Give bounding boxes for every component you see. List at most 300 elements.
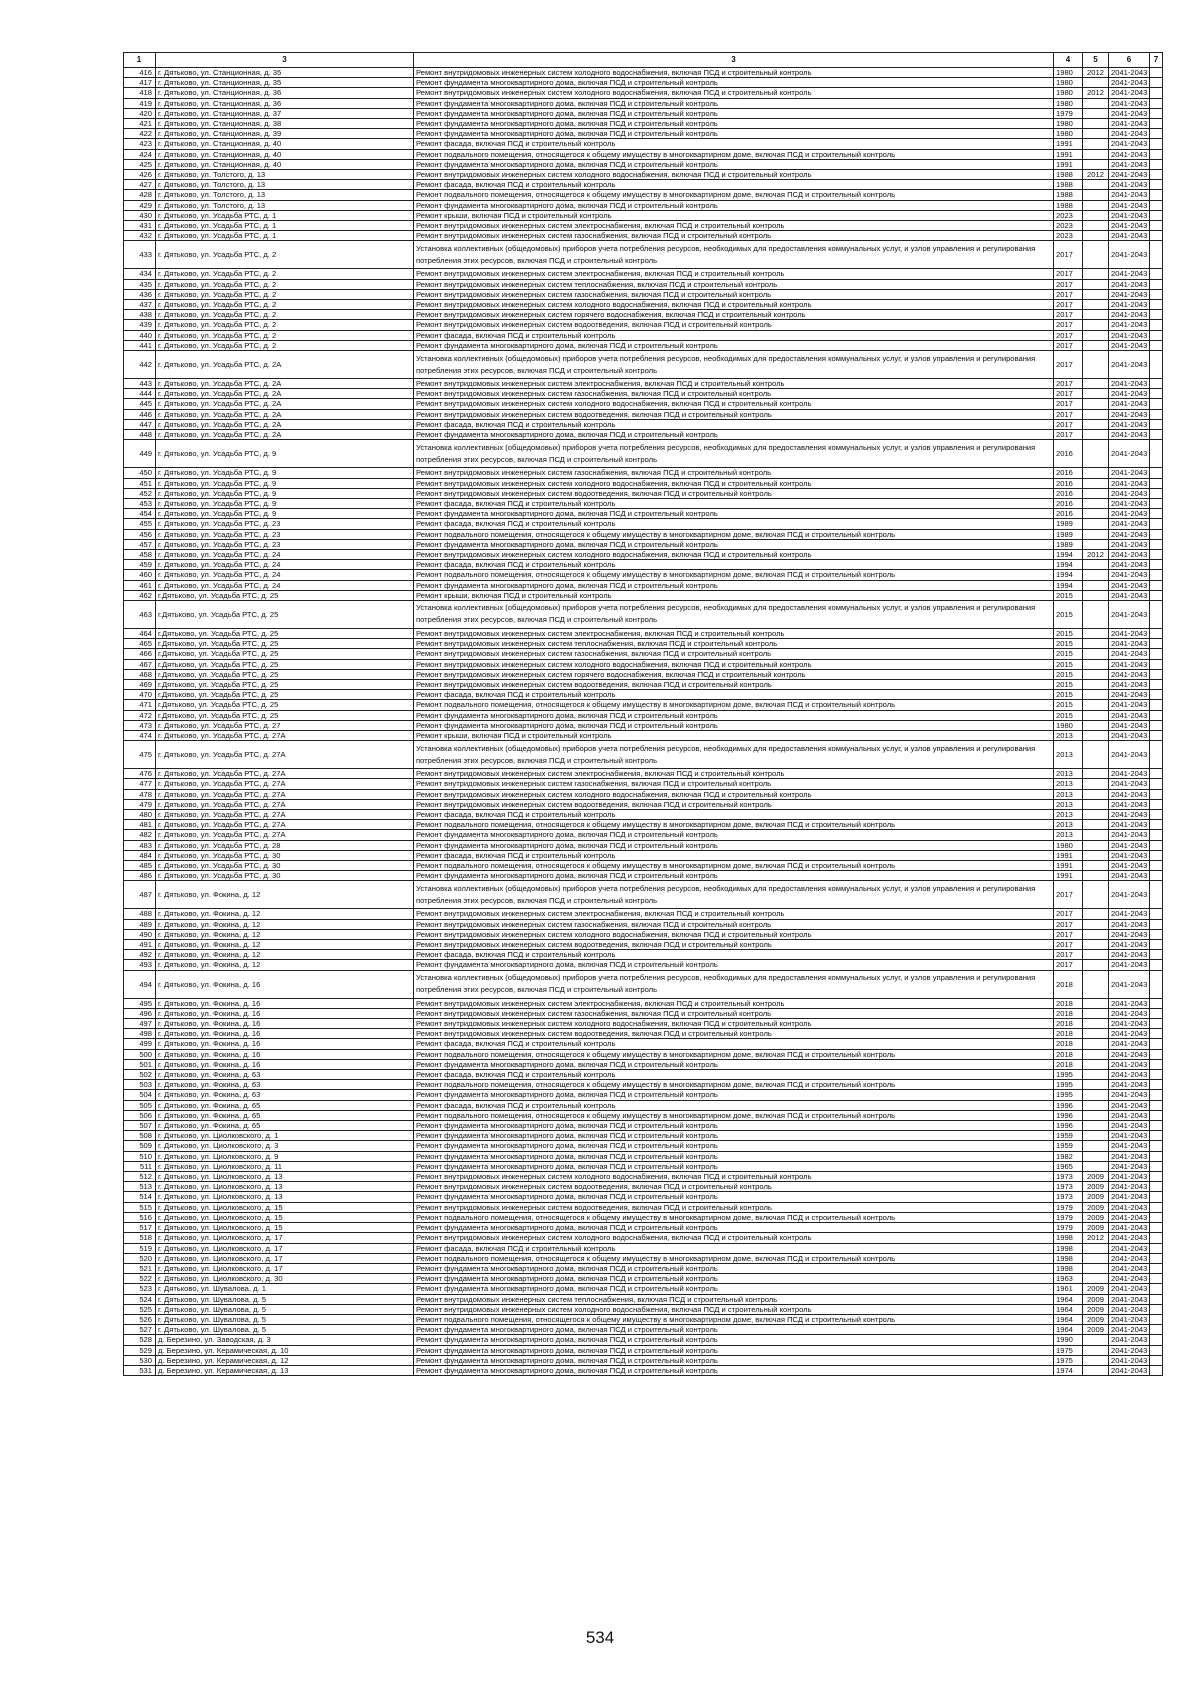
row-number: 471 — [124, 700, 156, 710]
address-cell: г. Дятьково, ул. Фокина, д. 12 — [156, 950, 414, 960]
table-row — [124, 1100, 1163, 1110]
build-year-cell: 1959 — [1054, 1141, 1083, 1151]
header-col-3: 3 — [414, 53, 1054, 68]
planned-period-cell: 2041-2043 — [1109, 1243, 1150, 1253]
address-cell: г. Дятьково, ул. Фокина, д. 12 — [156, 909, 414, 919]
table-row — [124, 909, 1163, 919]
address-cell: г. Дятьково, ул. Станционная, д. 37 — [156, 108, 414, 118]
last-repair-year-cell — [1083, 289, 1109, 299]
address-cell: г.Дятьково, ул. Усадьба РТС, д. 25 — [156, 590, 414, 600]
address-cell: г. Дятьково, ул. Усадьба РТС, д. 9 — [156, 478, 414, 488]
row-number: 484 — [124, 850, 156, 860]
planned-period-cell: 2041-2043 — [1109, 861, 1150, 871]
work-type-cell: Ремонт внутридомовых инженерных систем холодного водоснабжения, включая ПСД и строительный контроль — [414, 789, 1054, 799]
work-type-cell: Ремонт фундамента многоквартирного дома, включая ПСД и строительный контроль — [414, 1263, 1054, 1273]
build-year-cell: 2017 — [1054, 950, 1083, 960]
build-year-cell: 2023 — [1054, 210, 1083, 220]
empty-cell — [1150, 679, 1163, 689]
empty-cell — [1150, 1233, 1163, 1243]
work-type-cell: Ремонт фасада, включая ПСД и строительный контроль — [414, 1243, 1054, 1253]
empty-cell — [1150, 600, 1163, 628]
planned-period-cell: 2041-2043 — [1109, 871, 1150, 881]
address-cell: г.Дятьково, ул. Усадьба РТС, д. 25 — [156, 679, 414, 689]
planned-period-cell: 2041-2043 — [1109, 170, 1150, 180]
row-number: 467 — [124, 659, 156, 669]
last-repair-year-cell — [1083, 488, 1109, 498]
row-number: 481 — [124, 820, 156, 830]
last-repair-year-cell — [1083, 478, 1109, 488]
last-repair-year-cell — [1083, 190, 1109, 200]
empty-cell — [1150, 170, 1163, 180]
row-number: 428 — [124, 190, 156, 200]
last-repair-year-cell — [1083, 98, 1109, 108]
build-year-cell: 2018 — [1054, 970, 1083, 998]
work-type-cell: Ремонт внутридомовых инженерных систем холодного водоснабжения, включая ПСД и строительный контроль — [414, 549, 1054, 559]
build-year-cell: 2017 — [1054, 279, 1083, 289]
work-type-cell: Ремонт подвального помещения, относящегося к общему имуществу в многоквартирном доме, включая ПСД и строительный контроль — [414, 1080, 1054, 1090]
address-cell: г. Дятьково, ул. Усадьба РТС, д. 23 — [156, 539, 414, 549]
build-year-cell: 1991 — [1054, 861, 1083, 871]
build-year-cell: 1996 — [1054, 1110, 1083, 1120]
address-cell: г. Дятьково, ул. Усадьба РТС, д. 9 — [156, 488, 414, 498]
last-repair-year-cell — [1083, 351, 1109, 379]
row-number: 495 — [124, 998, 156, 1008]
build-year-cell: 1980 — [1054, 840, 1083, 850]
document-sheet — [123, 52, 1159, 1376]
build-year-cell: 1980 — [1054, 78, 1083, 88]
last-repair-year-cell — [1083, 830, 1109, 840]
work-type-cell: Ремонт внутридомовых инженерных систем газоснабжения, включая ПСД и строительный контроль — [414, 1008, 1054, 1018]
address-cell: г. Дятьково, ул. Усадьба РТС, д. 2 — [156, 300, 414, 310]
empty-cell — [1150, 871, 1163, 881]
planned-period-cell: 2041-2043 — [1109, 840, 1150, 850]
planned-period-cell: 2041-2043 — [1109, 560, 1150, 570]
empty-cell — [1150, 919, 1163, 929]
row-number: 506 — [124, 1110, 156, 1120]
last-repair-year-cell: 2012 — [1083, 170, 1109, 180]
row-number: 419 — [124, 98, 156, 108]
planned-period-cell: 2041-2043 — [1109, 539, 1150, 549]
row-number: 490 — [124, 929, 156, 939]
last-repair-year-cell — [1083, 330, 1109, 340]
planned-period-cell: 2041-2043 — [1109, 1294, 1150, 1304]
planned-period-cell: 2041-2043 — [1109, 409, 1150, 419]
empty-cell — [1150, 108, 1163, 118]
planned-period-cell: 2041-2043 — [1109, 730, 1150, 740]
planned-period-cell: 2041-2043 — [1109, 830, 1150, 840]
row-number: 442 — [124, 351, 156, 379]
row-number: 421 — [124, 119, 156, 129]
row-number: 492 — [124, 950, 156, 960]
table-row — [124, 929, 1163, 939]
last-repair-year-cell — [1083, 710, 1109, 720]
address-cell: г. Дятьково, ул. Усадьба РТС, д. 2А — [156, 430, 414, 440]
build-year-cell: 1991 — [1054, 139, 1083, 149]
work-type-cell: Ремонт внутридомовых инженерных систем газоснабжения, включая ПСД и строительный контроль — [414, 389, 1054, 399]
address-cell: г. Дятьково, ул. Фокина, д. 63 — [156, 1090, 414, 1100]
last-repair-year-cell: 2009 — [1083, 1314, 1109, 1324]
table-row — [124, 779, 1163, 789]
row-number: 458 — [124, 549, 156, 559]
address-cell: г. Дятьково, ул. Фокина, д. 12 — [156, 940, 414, 950]
build-year-cell: 1982 — [1054, 1151, 1083, 1161]
address-cell: г. Дятьково, ул. Фокина, д. 16 — [156, 1019, 414, 1029]
address-cell: г. Дятьково, ул. Усадьба РТС, д. 24 — [156, 549, 414, 559]
last-repair-year-cell — [1083, 560, 1109, 570]
work-type-cell: Ремонт фасада, включая ПСД и строительный контроль — [414, 330, 1054, 340]
last-repair-year-cell: 2009 — [1083, 1172, 1109, 1182]
work-type-cell: Ремонт фундамента многоквартирного дома, включая ПСД и строительный контроль — [414, 1192, 1054, 1202]
empty-cell — [1150, 1141, 1163, 1151]
last-repair-year-cell — [1083, 919, 1109, 929]
row-number: 453 — [124, 498, 156, 508]
last-repair-year-cell — [1083, 1335, 1109, 1345]
work-type-cell: Ремонт фундамента многоквартирного дома, включая ПСД и строительный контроль — [414, 1141, 1054, 1151]
build-year-cell: 2013 — [1054, 789, 1083, 799]
table-row — [124, 861, 1163, 871]
address-cell: г. Дятьково, ул. Циолковского, д. 17 — [156, 1253, 414, 1263]
empty-cell — [1150, 279, 1163, 289]
build-year-cell: 2017 — [1054, 340, 1083, 350]
row-number: 522 — [124, 1274, 156, 1284]
table-row — [124, 1294, 1163, 1304]
planned-period-cell: 2041-2043 — [1109, 330, 1150, 340]
build-year-cell: 2015 — [1054, 600, 1083, 628]
planned-period-cell: 2041-2043 — [1109, 1151, 1150, 1161]
address-cell: г. Дятьково, ул. Циолковского, д. 9 — [156, 1151, 414, 1161]
address-cell: г. Дятьково, ул. Станционная, д. 35 — [156, 78, 414, 88]
table-row — [124, 340, 1163, 350]
build-year-cell: 2015 — [1054, 690, 1083, 700]
build-year-cell: 1994 — [1054, 560, 1083, 570]
empty-cell — [1150, 1049, 1163, 1059]
address-cell: г. Дятьково, ул. Фокина, д. 16 — [156, 1049, 414, 1059]
planned-period-cell: 2041-2043 — [1109, 1365, 1150, 1375]
row-number: 465 — [124, 639, 156, 649]
work-type-cell: Установка коллективных (общедомовых) приборов учета потребления ресурсов, необходимых для предоставления коммунальных услуг, и узлов управления и регулирования потребления этих ресурсов, включая ПСД и строительный контроль — [414, 741, 1054, 769]
row-number: 456 — [124, 529, 156, 539]
planned-period-cell: 2041-2043 — [1109, 1059, 1150, 1069]
last-repair-year-cell: 2009 — [1083, 1202, 1109, 1212]
empty-cell — [1150, 861, 1163, 871]
empty-cell — [1150, 1345, 1163, 1355]
build-year-cell: 2016 — [1054, 468, 1083, 478]
address-cell: г. Дятьково, ул. Циолковского, д. 13 — [156, 1182, 414, 1192]
empty-cell — [1150, 1253, 1163, 1263]
address-cell: г. Дятьково, ул. Усадьба РТС, д. 30 — [156, 850, 414, 860]
row-number: 531 — [124, 1365, 156, 1375]
last-repair-year-cell — [1083, 1161, 1109, 1171]
empty-cell — [1150, 549, 1163, 559]
address-cell: г. Дятьково, ул. Усадьба РТС, д. 2А — [156, 379, 414, 389]
address-cell: г. Дятьково, ул. Усадьба РТС, д. 9 — [156, 468, 414, 478]
empty-cell — [1150, 940, 1163, 950]
table-row — [124, 1365, 1163, 1375]
empty-cell — [1150, 580, 1163, 590]
planned-period-cell: 2041-2043 — [1109, 379, 1150, 389]
planned-period-cell: 2041-2043 — [1109, 78, 1150, 88]
table-row — [124, 700, 1163, 710]
build-year-cell: 2017 — [1054, 289, 1083, 299]
last-repair-year-cell — [1083, 1141, 1109, 1151]
build-year-cell: 2017 — [1054, 300, 1083, 310]
address-cell: г. Дятьково, ул. Шувалова, д. 5 — [156, 1304, 414, 1314]
table-row — [124, 600, 1163, 628]
empty-cell — [1150, 1294, 1163, 1304]
empty-cell — [1150, 789, 1163, 799]
last-repair-year-cell — [1083, 539, 1109, 549]
last-repair-year-cell: 2009 — [1083, 1325, 1109, 1335]
address-cell: г. Дятьково, ул. Циолковского, д. 11 — [156, 1161, 414, 1171]
row-number: 510 — [124, 1151, 156, 1161]
row-number: 449 — [124, 440, 156, 468]
table-row — [124, 1080, 1163, 1090]
empty-cell — [1150, 741, 1163, 769]
build-year-cell: 1975 — [1054, 1355, 1083, 1365]
planned-period-cell: 2041-2043 — [1109, 960, 1150, 970]
work-type-cell: Ремонт фасада, включая ПСД и строительный контроль — [414, 1100, 1054, 1110]
build-year-cell: 1995 — [1054, 1080, 1083, 1090]
row-number: 476 — [124, 769, 156, 779]
table-row — [124, 710, 1163, 720]
planned-period-cell: 2041-2043 — [1109, 970, 1150, 998]
table-row — [124, 149, 1163, 159]
empty-cell — [1150, 809, 1163, 819]
address-cell: г.Дятьково, ул. Усадьба РТС, д. 25 — [156, 659, 414, 669]
address-cell: г. Дятьково, ул. Усадьба РТС, д. 28 — [156, 840, 414, 850]
table-row — [124, 351, 1163, 379]
address-cell: г. Дятьково, ул. Шувалова, д. 5 — [156, 1325, 414, 1335]
build-year-cell: 1988 — [1054, 180, 1083, 190]
build-year-cell: 2017 — [1054, 320, 1083, 330]
address-cell: г. Дятьково, ул. Усадьба РТС, д. 27А — [156, 820, 414, 830]
empty-cell — [1150, 1059, 1163, 1069]
empty-cell — [1150, 820, 1163, 830]
table-row — [124, 1019, 1163, 1029]
empty-cell — [1150, 1192, 1163, 1202]
work-type-cell: Ремонт фундамента многоквартирного дома, включая ПСД и строительный контроль — [414, 1365, 1054, 1375]
build-year-cell: 1998 — [1054, 1233, 1083, 1243]
planned-period-cell: 2041-2043 — [1109, 210, 1150, 220]
empty-cell — [1150, 1365, 1163, 1375]
address-cell: г. Дятьково, ул. Фокина, д. 16 — [156, 1039, 414, 1049]
row-number: 431 — [124, 221, 156, 231]
table-row — [124, 1070, 1163, 1080]
empty-cell — [1150, 970, 1163, 998]
row-number: 473 — [124, 720, 156, 730]
table-row — [124, 210, 1163, 220]
planned-period-cell: 2041-2043 — [1109, 108, 1150, 118]
build-year-cell: 2016 — [1054, 498, 1083, 508]
build-year-cell: 1988 — [1054, 200, 1083, 210]
build-year-cell: 2015 — [1054, 679, 1083, 689]
empty-cell — [1150, 1325, 1163, 1335]
table-row — [124, 200, 1163, 210]
planned-period-cell: 2041-2043 — [1109, 180, 1150, 190]
row-number: 521 — [124, 1263, 156, 1273]
last-repair-year-cell — [1083, 180, 1109, 190]
work-type-cell: Ремонт фундамента многоквартирного дома, включая ПСД и строительный контроль — [414, 98, 1054, 108]
header-col-4: 4 — [1054, 53, 1083, 68]
row-number: 520 — [124, 1253, 156, 1263]
work-type-cell: Установка коллективных (общедомовых) приборов учета потребления ресурсов, необходимых для предоставления коммунальных услуг, и узлов управления и регулирования потребления этих ресурсов, включая ПСД и строительный контроль — [414, 241, 1054, 269]
build-year-cell: 1998 — [1054, 1253, 1083, 1263]
planned-period-cell: 2041-2043 — [1109, 88, 1150, 98]
table-row — [124, 1161, 1163, 1171]
last-repair-year-cell — [1083, 221, 1109, 231]
address-cell: г. Дятьково, ул. Шувалова, д. 5 — [156, 1294, 414, 1304]
work-type-cell: Ремонт внутридомовых инженерных систем водоотведения, включая ПСД и строительный контроль — [414, 679, 1054, 689]
last-repair-year-cell — [1083, 149, 1109, 159]
build-year-cell: 2013 — [1054, 730, 1083, 740]
row-number: 524 — [124, 1294, 156, 1304]
row-number: 523 — [124, 1284, 156, 1294]
build-year-cell: 2018 — [1054, 998, 1083, 1008]
planned-period-cell: 2041-2043 — [1109, 1253, 1150, 1263]
address-cell: г. Дятьково, ул. Усадьба РТС, д. 27А — [156, 830, 414, 840]
planned-period-cell: 2041-2043 — [1109, 478, 1150, 488]
address-cell: г. Дятьково, ул. Усадьба РТС, д. 2 — [156, 269, 414, 279]
build-year-cell: 2015 — [1054, 669, 1083, 679]
row-number: 447 — [124, 419, 156, 429]
last-repair-year-cell — [1083, 1090, 1109, 1100]
planned-period-cell: 2041-2043 — [1109, 419, 1150, 429]
table-row — [124, 389, 1163, 399]
row-number: 513 — [124, 1182, 156, 1192]
last-repair-year-cell: 2009 — [1083, 1294, 1109, 1304]
row-number: 509 — [124, 1141, 156, 1151]
planned-period-cell: 2041-2043 — [1109, 549, 1150, 559]
planned-period-cell: 2041-2043 — [1109, 659, 1150, 669]
empty-cell — [1150, 769, 1163, 779]
work-type-cell: Ремонт внутридомовых инженерных систем холодного водоснабжения, включая ПСД и строительный контроль — [414, 1172, 1054, 1182]
address-cell: г. Дятьково, ул. Станционная, д. 39 — [156, 129, 414, 139]
empty-cell — [1150, 1243, 1163, 1253]
work-type-cell: Ремонт внутридомовых инженерных систем газоснабжения, включая ПСД и строительный контроль — [414, 231, 1054, 241]
address-cell: д. Березино, ул. Керамическая, д. 12 — [156, 1355, 414, 1365]
last-repair-year-cell — [1083, 769, 1109, 779]
row-number: 427 — [124, 180, 156, 190]
row-number: 459 — [124, 560, 156, 570]
planned-period-cell: 2041-2043 — [1109, 940, 1150, 950]
empty-cell — [1150, 310, 1163, 320]
empty-cell — [1150, 351, 1163, 379]
address-cell: г. Дятьково, ул. Циолковского, д. 13 — [156, 1172, 414, 1182]
table-row — [124, 1233, 1163, 1243]
table-row — [124, 300, 1163, 310]
planned-period-cell: 2041-2043 — [1109, 1110, 1150, 1120]
address-cell: г. Дятьково, ул. Фокина, д. 63 — [156, 1070, 414, 1080]
empty-cell — [1150, 389, 1163, 399]
row-number: 530 — [124, 1355, 156, 1365]
empty-cell — [1150, 529, 1163, 539]
row-number: 437 — [124, 300, 156, 310]
empty-cell — [1150, 289, 1163, 299]
empty-cell — [1150, 1223, 1163, 1233]
table-row — [124, 628, 1163, 638]
planned-period-cell: 2041-2043 — [1109, 590, 1150, 600]
empty-cell — [1150, 231, 1163, 241]
table-row — [124, 221, 1163, 231]
table-row — [124, 170, 1163, 180]
address-cell: г. Дятьково, ул. Фокина, д. 65 — [156, 1110, 414, 1120]
last-repair-year-cell: 2012 — [1083, 1233, 1109, 1243]
build-year-cell: 1996 — [1054, 1121, 1083, 1131]
address-cell: г. Дятьково, ул. Усадьба РТС, д. 27А — [156, 799, 414, 809]
last-repair-year-cell — [1083, 741, 1109, 769]
build-year-cell: 2015 — [1054, 700, 1083, 710]
build-year-cell: 2015 — [1054, 710, 1083, 720]
planned-period-cell: 2041-2043 — [1109, 1182, 1150, 1192]
build-year-cell: 1998 — [1054, 1243, 1083, 1253]
address-cell: г. Дятьково, ул. Фокина, д. 16 — [156, 1029, 414, 1039]
work-type-cell: Установка коллективных (общедомовых) приборов учета потребления ресурсов, необходимых для предоставления коммунальных услуг, и узлов управления и регулирования потребления этих ресурсов, включая ПСД и строительный контроль — [414, 351, 1054, 379]
last-repair-year-cell — [1083, 1121, 1109, 1131]
last-repair-year-cell — [1083, 970, 1109, 998]
planned-period-cell: 2041-2043 — [1109, 799, 1150, 809]
build-year-cell: 2017 — [1054, 269, 1083, 279]
build-year-cell: 1961 — [1054, 1284, 1083, 1294]
last-repair-year-cell — [1083, 269, 1109, 279]
address-cell: г. Дятьково, ул. Фокина, д. 12 — [156, 960, 414, 970]
address-cell: г. Дятьково, ул. Усадьба РТС, д. 27А — [156, 809, 414, 819]
empty-cell — [1150, 379, 1163, 389]
address-cell: г. Дятьково, ул. Толстого, д. 13 — [156, 190, 414, 200]
row-number: 514 — [124, 1192, 156, 1202]
planned-period-cell: 2041-2043 — [1109, 1284, 1150, 1294]
table-row — [124, 119, 1163, 129]
table-row — [124, 1355, 1163, 1365]
table-row — [124, 1090, 1163, 1100]
planned-period-cell: 2041-2043 — [1109, 509, 1150, 519]
empty-cell — [1150, 1202, 1163, 1212]
empty-cell — [1150, 1212, 1163, 1222]
planned-period-cell: 2041-2043 — [1109, 1335, 1150, 1345]
build-year-cell: 2017 — [1054, 409, 1083, 419]
table-row — [124, 1274, 1163, 1284]
last-repair-year-cell — [1083, 1019, 1109, 1029]
empty-cell — [1150, 590, 1163, 600]
planned-period-cell: 2041-2043 — [1109, 1325, 1150, 1335]
empty-cell — [1150, 330, 1163, 340]
last-repair-year-cell — [1083, 320, 1109, 330]
last-repair-year-cell — [1083, 1008, 1109, 1018]
address-cell: д. Березино, ул. Заводская, д. 3 — [156, 1335, 414, 1345]
work-type-cell: Ремонт подвального помещения, относящегося к общему имуществу в многоквартирном доме, включая ПСД и строительный контроль — [414, 1314, 1054, 1324]
build-year-cell: 1995 — [1054, 1070, 1083, 1080]
last-repair-year-cell — [1083, 340, 1109, 350]
work-type-cell: Ремонт фундамента многоквартирного дома, включая ПСД и строительный контроль — [414, 1274, 1054, 1284]
table-row — [124, 1182, 1163, 1192]
build-year-cell: 1965 — [1054, 1161, 1083, 1171]
build-year-cell: 2018 — [1054, 1059, 1083, 1069]
table-row — [124, 1212, 1163, 1222]
last-repair-year-cell — [1083, 929, 1109, 939]
build-year-cell: 2017 — [1054, 940, 1083, 950]
last-repair-year-cell — [1083, 468, 1109, 478]
address-cell: г. Дятьково, ул. Усадьба РТС, д. 9 — [156, 440, 414, 468]
address-cell: г.Дятьково, ул. Усадьба РТС, д. 25 — [156, 690, 414, 700]
work-type-cell: Ремонт внутридомовых инженерных систем газоснабжения, включая ПСД и строительный контроль — [414, 468, 1054, 478]
work-type-cell: Ремонт фундамента многоквартирного дома, включая ПСД и строительный контроль — [414, 1090, 1054, 1100]
empty-cell — [1150, 129, 1163, 139]
row-number: 454 — [124, 509, 156, 519]
build-year-cell: 2013 — [1054, 809, 1083, 819]
empty-cell — [1150, 430, 1163, 440]
planned-period-cell: 2041-2043 — [1109, 440, 1150, 468]
row-number: 438 — [124, 310, 156, 320]
build-year-cell: 2023 — [1054, 231, 1083, 241]
